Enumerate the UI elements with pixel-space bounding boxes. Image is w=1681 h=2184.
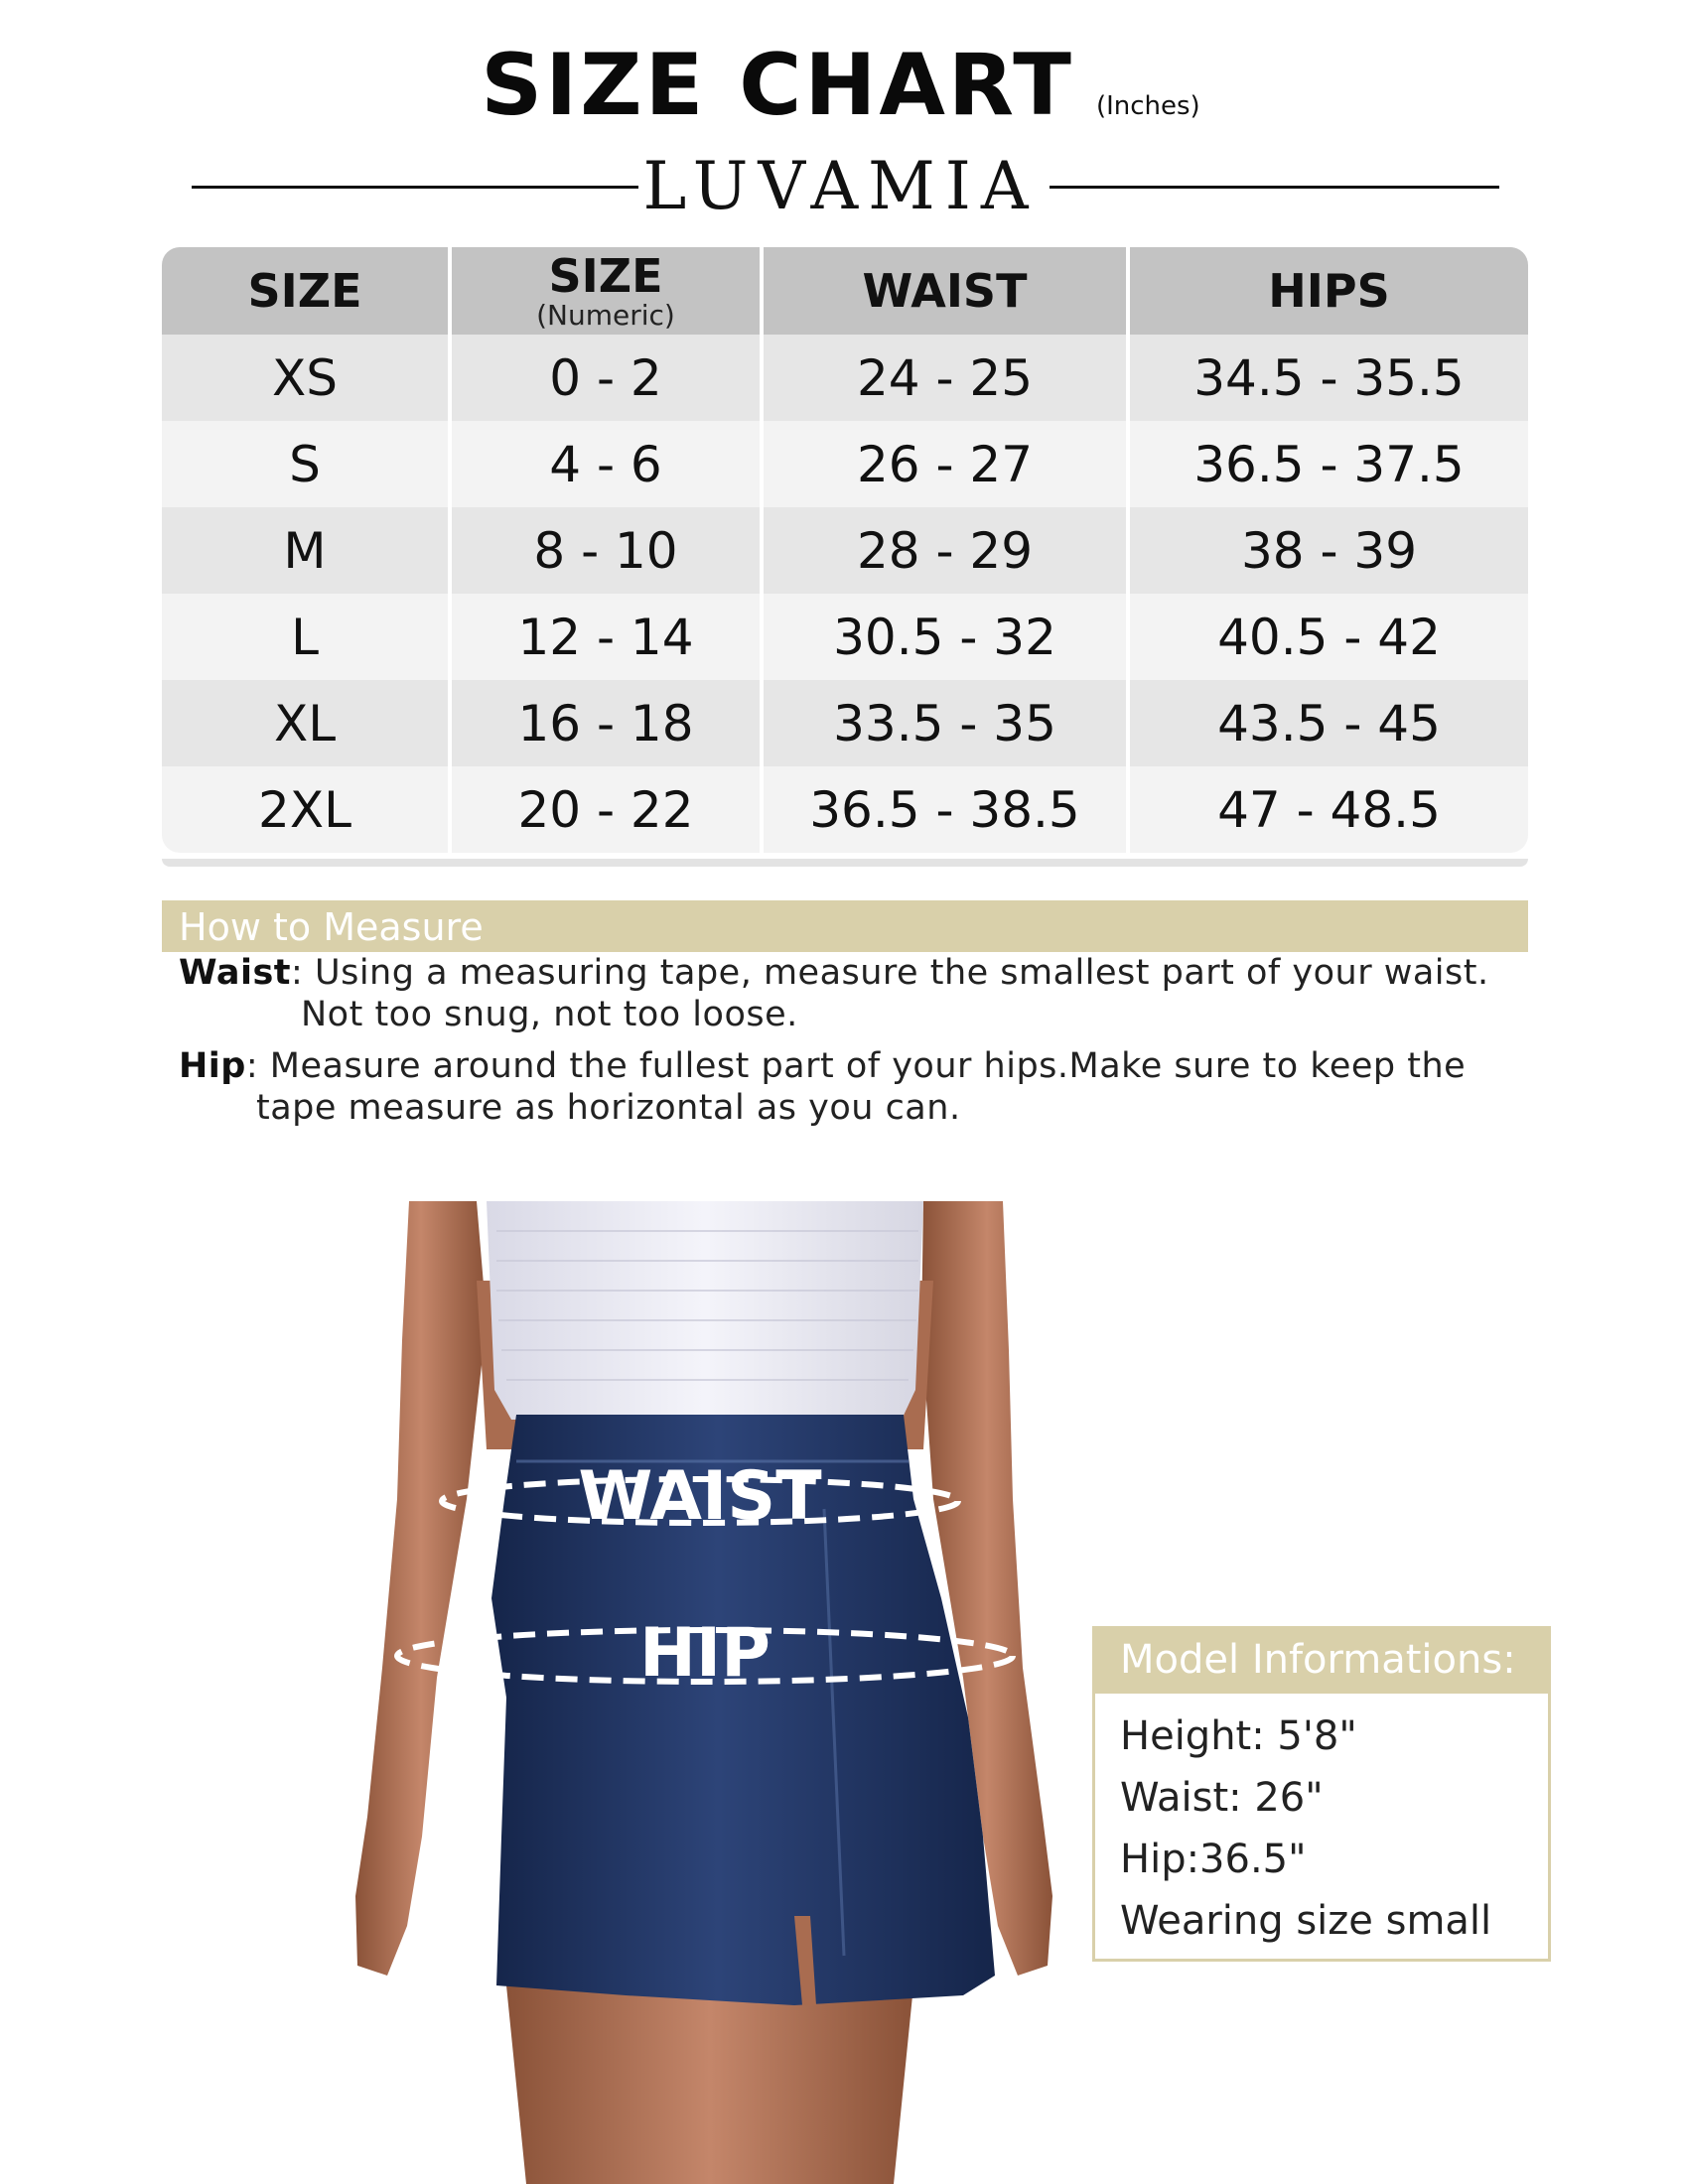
waist-term: Waist xyxy=(179,953,292,993)
size-table xyxy=(162,247,1528,853)
size-chart-title: SIZE CHART xyxy=(481,36,1074,135)
cell-size: XS xyxy=(162,335,450,421)
cell-size: M xyxy=(162,507,450,594)
cell-size-numeric: 4 - 6 xyxy=(450,421,762,507)
table-row xyxy=(162,680,1528,766)
model-hip: Hip:36.5" xyxy=(1120,1837,1307,1882)
cell-waist: 36.5 - 38.5 xyxy=(762,766,1128,853)
table-row xyxy=(162,766,1528,853)
cell-size: XL xyxy=(162,680,450,766)
cell-waist: 33.5 - 35 xyxy=(762,680,1128,766)
model-photo xyxy=(328,1201,1082,2184)
model-wearing-size: Wearing size small xyxy=(1120,1898,1492,1944)
legs xyxy=(506,1985,913,2184)
how-to-measure-title: How to Measure xyxy=(179,905,484,949)
left-arm xyxy=(355,1201,487,1976)
hip-text-line2: tape measure as horizontal as you can. xyxy=(256,1088,961,1128)
cell-hips: 47 - 48.5 xyxy=(1128,766,1528,853)
header-hips: HIPS xyxy=(1128,247,1528,335)
cell-size-numeric: 0 - 2 xyxy=(450,335,762,421)
waist-text-line2: Not too snug, not too loose. xyxy=(301,995,798,1034)
waist-text-line1: : Using a measuring tape, measure the smallest part of your waist. xyxy=(291,953,1489,993)
cell-size: S xyxy=(162,421,450,507)
table-row xyxy=(162,335,1528,421)
header-size: SIZE xyxy=(162,247,450,335)
hip-text-line1: : Measure around the fullest part of your hips.Make sure to keep the xyxy=(245,1046,1467,1086)
cell-waist: 26 - 27 xyxy=(762,421,1128,507)
cell-hips: 38 - 39 xyxy=(1128,507,1528,594)
page-title xyxy=(0,36,1681,135)
header-size-numeric: SIZE (Numeric) xyxy=(450,247,762,335)
model-info-title: Model Informations: xyxy=(1120,1637,1516,1683)
cell-size-numeric: 20 - 22 xyxy=(450,766,762,853)
white-top xyxy=(487,1201,923,1420)
hip-term: Hip xyxy=(179,1046,246,1086)
cell-waist: 24 - 25 xyxy=(762,335,1128,421)
cell-waist: 28 - 29 xyxy=(762,507,1128,594)
header-waist: WAIST xyxy=(762,247,1128,335)
table-row xyxy=(162,594,1528,680)
cell-size-numeric: 16 - 18 xyxy=(450,680,762,766)
model-waist: Waist: 26" xyxy=(1120,1775,1324,1821)
cell-hips: 34.5 - 35.5 xyxy=(1128,335,1528,421)
table-row xyxy=(162,507,1528,594)
cell-hips: 40.5 - 42 xyxy=(1128,594,1528,680)
table-header-row xyxy=(162,247,1528,335)
table-row xyxy=(162,421,1528,507)
cell-size: L xyxy=(162,594,450,680)
cell-size: 2XL xyxy=(162,766,450,853)
cell-size-numeric: 8 - 10 xyxy=(450,507,762,594)
table-bottom-edge xyxy=(162,859,1528,867)
model-height: Height: 5'8" xyxy=(1120,1713,1357,1759)
waist-overlay-label: WAIST xyxy=(578,1457,822,1536)
unit-label: (Inches) xyxy=(1095,91,1200,121)
hip-overlay-label: HIP xyxy=(638,1614,771,1693)
waist-instructions xyxy=(179,952,1489,1035)
brand-logo: LUVAMIA xyxy=(642,148,1039,224)
cell-hips: 36.5 - 37.5 xyxy=(1128,421,1528,507)
cell-waist: 30.5 - 32 xyxy=(762,594,1128,680)
cell-size-numeric: 12 - 14 xyxy=(450,594,762,680)
hip-instructions xyxy=(179,1045,1489,1129)
cell-hips: 43.5 - 45 xyxy=(1128,680,1528,766)
